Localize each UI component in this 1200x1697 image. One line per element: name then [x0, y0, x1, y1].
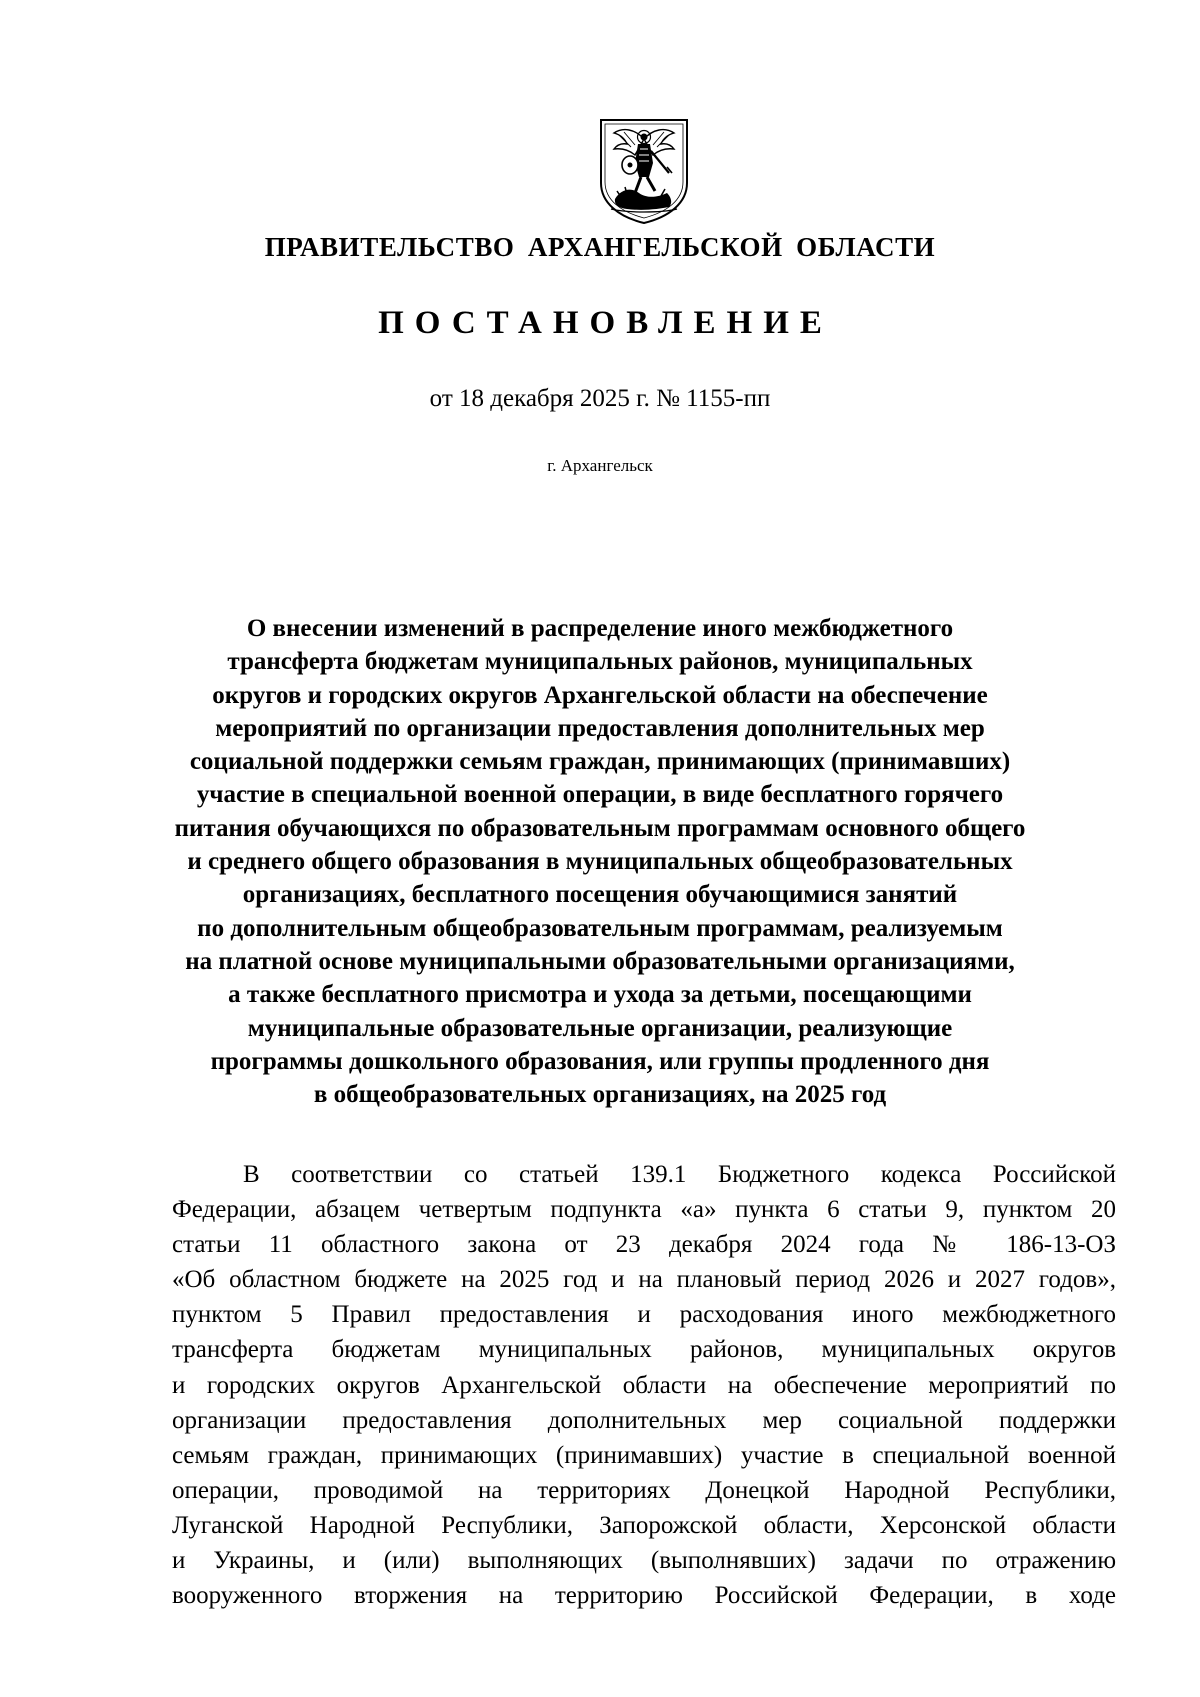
body-line: операции, проводимой на территориях Донецкой Народной Республики, — [172, 1476, 1116, 1504]
body-line: Луганской Народной Республики, Запорожской области, Херсонской области — [172, 1511, 1116, 1539]
body-line: Федерации, абзацем четвертым подпункта «а» пункта 6 статьи 9, пунктом 20 — [172, 1196, 1116, 1224]
document-date-number: от 18 декабря 2025 г. № 1155-пп — [429, 385, 771, 412]
subject-line: программы дошкольного образования, или группы продленного дня — [210, 1047, 990, 1075]
body-line: В соответствии со статьей 139.1 Бюджетного кодекса Российской — [243, 1161, 1116, 1188]
subject-line: О внесении изменений в распределение иного межбюджетного — [246, 615, 954, 642]
document-subject-title — [150, 612, 1050, 1111]
arkhangelsk-coat-of-arms-icon — [597, 117, 691, 225]
subject-line: организациях, бесплатного посещения обучающимися занятий — [242, 881, 958, 909]
document-type-heading: ПОСТАНОВЛЕНИЕ — [378, 305, 833, 341]
subject-line: по дополнительным общеобразовательным программам, реализуемым — [197, 914, 1003, 942]
subject-line: мероприятий по организации предоставления дополнительных мер — [215, 714, 985, 742]
body-line: статьи 11 областного закона от 23 декабря 2024 года № 186-13-ОЗ — [172, 1231, 1116, 1259]
document-city: г. Архангельск — [547, 456, 653, 475]
subject-line: и среднего общего образования в муниципальных общеобразовательных — [187, 848, 1013, 876]
body-line: и Украины, и (или) выполняющих (выполнявших) задачи по отражению — [172, 1547, 1116, 1575]
body-line: вооруженного вторжения на территорию Российской Федерации, в ходе — [172, 1582, 1116, 1610]
subject-line: на платной основе муниципальными образовательными организациями, — [185, 947, 1015, 975]
subject-line: социальной поддержки семьям граждан, принимающих (принимавших) — [189, 748, 1011, 776]
body-line: «Об областном бюджете на 2025 год и на плановый период 2026 и 2027 годов», — [172, 1266, 1116, 1294]
body-line: пунктом 5 Правил предоставления и расходования иного межбюджетного — [172, 1301, 1116, 1329]
subject-line: а также бесплатного присмотра и ухода за детьми, посещающими — [228, 981, 972, 1009]
body-paragraph — [172, 1157, 1116, 1613]
subject-line: муниципальные образовательные организации, реализующие — [247, 1014, 953, 1042]
body-line: трансферта бюджетам муниципальных районов, муниципальных округов — [172, 1336, 1116, 1364]
organization-title: ПРАВИТЕЛЬСТВО АРХАНГЕЛЬСКОЙ ОБЛАСТИ — [264, 232, 936, 262]
body-line: организации предоставления дополнительных мер социальной поддержки — [172, 1406, 1116, 1434]
subject-line: в общеобразовательных организациях, на 2025 год — [313, 1081, 887, 1109]
body-line: семьям граждан, принимающих (принимавших) участие в специальной военной — [172, 1441, 1116, 1469]
subject-line: участие в специальной военной операции, в виде бесплатного горячего — [196, 781, 1004, 809]
subject-line: округов и городских округов Архангельской области на обеспечение — [212, 681, 988, 709]
body-line: и городских округов Архангельской области на обеспечение мероприятий по — [172, 1371, 1116, 1399]
subject-line: питания обучающихся по образовательным программам основного общего — [174, 814, 1026, 842]
subject-line: трансферта бюджетам муниципальных районов, муниципальных — [227, 648, 973, 676]
